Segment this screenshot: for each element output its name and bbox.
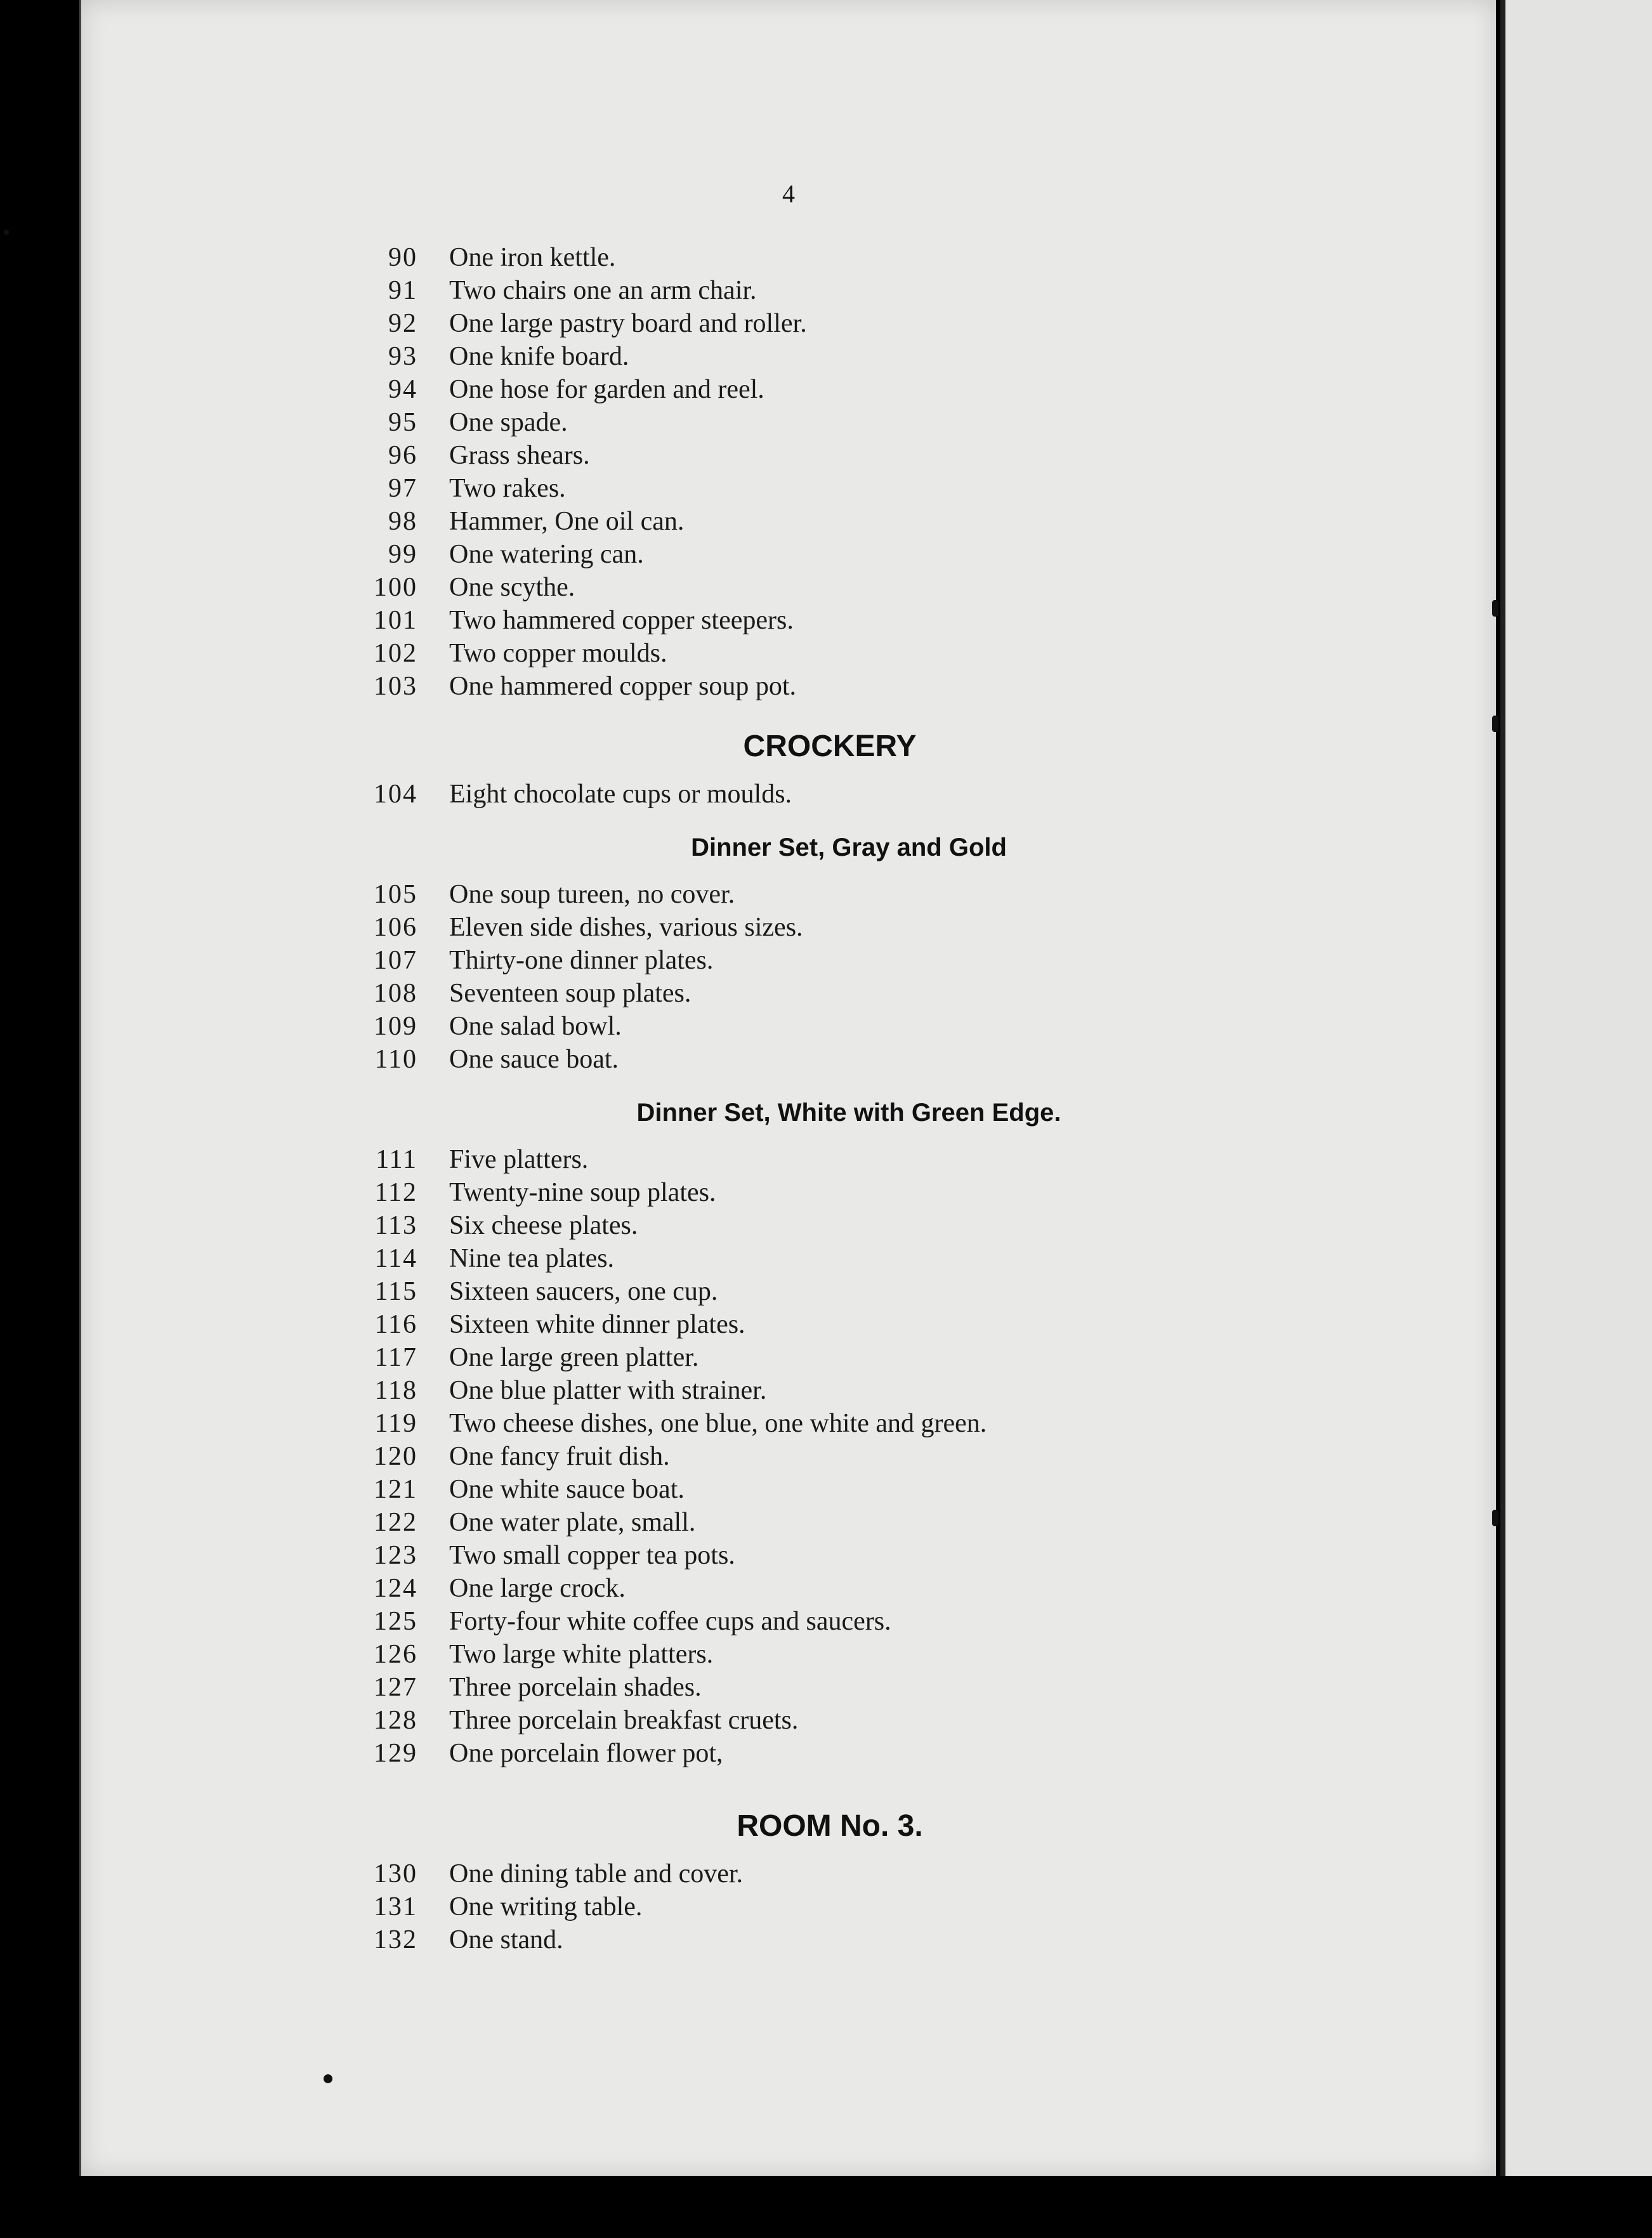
item-description: One fancy fruit dish.: [449, 1442, 670, 1471]
item-description: Two large white platters.: [449, 1640, 714, 1669]
item-number: 119: [374, 1409, 417, 1438]
list-item: [335, 604, 1287, 637]
list-item: [335, 1242, 1287, 1275]
item-description: One spade.: [449, 408, 568, 437]
list-item: [335, 911, 1287, 944]
item-description: One watering can.: [449, 540, 644, 569]
item-description: One dining table and cover.: [449, 1859, 744, 1888]
list-item: [335, 472, 1287, 505]
item-description: One soup tureen, no cover.: [449, 880, 735, 909]
list-item: [335, 340, 1287, 373]
item-number: 112: [374, 1178, 417, 1207]
item-description: Grass shears.: [449, 441, 590, 470]
list-item: [335, 505, 1287, 538]
item-description: One sauce boat.: [449, 1045, 619, 1074]
item-description: One iron kettle.: [449, 243, 616, 272]
item-description: Three porcelain shades.: [449, 1673, 702, 1702]
item-number: 116: [374, 1310, 417, 1339]
item-number: 124: [374, 1574, 417, 1603]
scan-speck: [324, 2074, 332, 2083]
section-crockery: [335, 778, 1287, 811]
list-item: [335, 944, 1287, 977]
item-number: 100: [374, 573, 417, 602]
list-item: [335, 1704, 1287, 1737]
item-number: 92: [388, 309, 417, 338]
item-description: Nine tea plates.: [449, 1244, 615, 1273]
item-description: Eleven side dishes, various sizes.: [449, 913, 803, 942]
item-description: Two chairs one an arm chair.: [449, 276, 757, 305]
item-description: Two copper moulds.: [449, 639, 667, 668]
item-description: Eight chocolate cups or moulds.: [449, 780, 792, 809]
section-heading-room-3: ROOM No. 3.: [737, 1809, 923, 1843]
list-item: [335, 571, 1287, 604]
item-description: Forty-four white coffee cups and saucers.: [449, 1607, 891, 1636]
item-description: One large crock.: [449, 1574, 626, 1603]
item-number: 111: [376, 1145, 417, 1174]
item-description: One water plate, small.: [449, 1508, 696, 1537]
binding-mark: [1492, 1510, 1498, 1526]
list-item: [335, 1638, 1287, 1671]
item-number: 96: [388, 441, 417, 470]
item-description: One writing table.: [449, 1892, 643, 1921]
list-item: [335, 1737, 1287, 1770]
item-description: One knife board.: [449, 342, 629, 371]
item-description: One porcelain flower pot,: [449, 1739, 723, 1768]
facing-page-edge: [1500, 0, 1652, 2176]
item-description: One scythe.: [449, 573, 575, 602]
list-item: [335, 307, 1287, 340]
item-description: One blue platter with strainer.: [449, 1376, 767, 1405]
list-item: [335, 538, 1287, 571]
item-number: 101: [374, 606, 417, 635]
section-gray-gold: [335, 878, 1287, 1076]
section-white-green: [335, 1143, 1287, 1770]
inventory-list: [335, 241, 1287, 1956]
item-description: One white sauce boat.: [449, 1475, 685, 1504]
list-item: [335, 1857, 1287, 1890]
list-item: [335, 373, 1287, 406]
item-description: Sixteen white dinner plates.: [449, 1310, 745, 1339]
list-item: [335, 1043, 1287, 1076]
item-number: 102: [374, 639, 417, 668]
list-item: [335, 1923, 1287, 1956]
item-description: One salad bowl.: [449, 1012, 622, 1041]
item-description: Two rakes.: [449, 474, 566, 503]
section-heading-crockery: CROCKERY: [743, 730, 917, 763]
item-number: 122: [374, 1508, 417, 1537]
item-description: One large pastry board and roller.: [449, 309, 807, 338]
item-number: 115: [374, 1277, 417, 1306]
item-description: Three porcelain breakfast cruets.: [449, 1706, 799, 1735]
item-description: Thirty-one dinner plates.: [449, 946, 714, 975]
item-number: 118: [374, 1376, 417, 1405]
item-number: 99: [388, 540, 417, 569]
item-number: 109: [374, 1012, 417, 1041]
scan-speck: [4, 230, 9, 235]
item-number: 90: [388, 243, 417, 272]
list-item: [335, 670, 1287, 703]
item-number: 120: [374, 1442, 417, 1471]
list-item: [335, 1209, 1287, 1242]
item-number: 93: [388, 342, 417, 371]
item-description: Six cheese plates.: [449, 1211, 638, 1240]
item-description: Seventeen soup plates.: [449, 979, 692, 1008]
list-item: [335, 1473, 1287, 1506]
list-item: [335, 1506, 1287, 1539]
list-item: [335, 274, 1287, 307]
list-item: [335, 1539, 1287, 1572]
item-description: Two small copper tea pots.: [449, 1541, 735, 1570]
item-number: 104: [374, 780, 417, 809]
list-item: [335, 637, 1287, 670]
list-item: [335, 1275, 1287, 1308]
item-number: 128: [374, 1706, 417, 1735]
list-item: [335, 1341, 1287, 1374]
item-number: 95: [388, 408, 417, 437]
item-number: 110: [374, 1045, 417, 1074]
item-number: 131: [374, 1892, 417, 1921]
list-item: [335, 778, 1287, 811]
item-number: 113: [374, 1211, 417, 1240]
item-number: 123: [374, 1541, 417, 1570]
item-number: 126: [374, 1640, 417, 1669]
item-description: Two hammered copper steepers.: [449, 606, 794, 635]
list-item: [335, 1440, 1287, 1473]
list-item: [335, 977, 1287, 1010]
item-number: 129: [374, 1739, 417, 1768]
item-number: 130: [374, 1859, 417, 1888]
item-number: 121: [374, 1475, 417, 1504]
item-description: Sixteen saucers, one cup.: [449, 1277, 718, 1306]
item-description: One hammered copper soup pot.: [449, 672, 797, 701]
item-number: 114: [374, 1244, 417, 1273]
list-item: [335, 439, 1287, 472]
section-heading-white-green: Dinner Set, White with Green Edge.: [636, 1099, 1061, 1127]
list-item: [335, 1572, 1287, 1605]
section-room-3: [335, 1857, 1287, 1956]
list-item: [335, 878, 1287, 911]
list-item: [335, 406, 1287, 439]
list-item: [335, 1176, 1287, 1209]
list-item: [335, 1010, 1287, 1043]
item-number: 117: [374, 1343, 417, 1372]
item-number: 105: [374, 880, 417, 909]
document-page: [79, 0, 1496, 2176]
item-number: 103: [374, 672, 417, 701]
item-description: Hammer, One oil can.: [449, 507, 685, 536]
item-number: 91: [388, 276, 417, 305]
item-number: 127: [374, 1673, 417, 1702]
list-item: [335, 1671, 1287, 1704]
list-item: [335, 1407, 1287, 1440]
item-number: 106: [374, 913, 417, 942]
list-item: [335, 1374, 1287, 1407]
list-item: [335, 1605, 1287, 1638]
list-item: [335, 1890, 1287, 1923]
list-item: [335, 1308, 1287, 1341]
item-number: 97: [388, 474, 417, 503]
item-description: One hose for garden and reel.: [449, 375, 764, 404]
item-number: 108: [374, 979, 417, 1008]
item-number: 132: [374, 1925, 417, 1954]
section-tools: [335, 241, 1287, 703]
item-description: One stand.: [449, 1925, 563, 1954]
page-number: 4: [782, 180, 795, 208]
item-number: 98: [388, 507, 417, 536]
binding-mark: [1492, 600, 1498, 617]
item-description: One large green platter.: [449, 1343, 699, 1372]
item-description: Twenty-nine soup plates.: [449, 1178, 716, 1207]
item-number: 107: [374, 946, 417, 975]
section-heading-gray-gold: Dinner Set, Gray and Gold: [691, 834, 1007, 861]
item-number: 94: [388, 375, 417, 404]
item-description: Five platters.: [449, 1145, 589, 1174]
list-item: [335, 1143, 1287, 1176]
binding-mark: [1492, 716, 1498, 732]
item-description: Two cheese dishes, one blue, one white and green.: [449, 1409, 987, 1438]
item-number: 125: [374, 1607, 417, 1636]
list-item: [335, 241, 1287, 274]
